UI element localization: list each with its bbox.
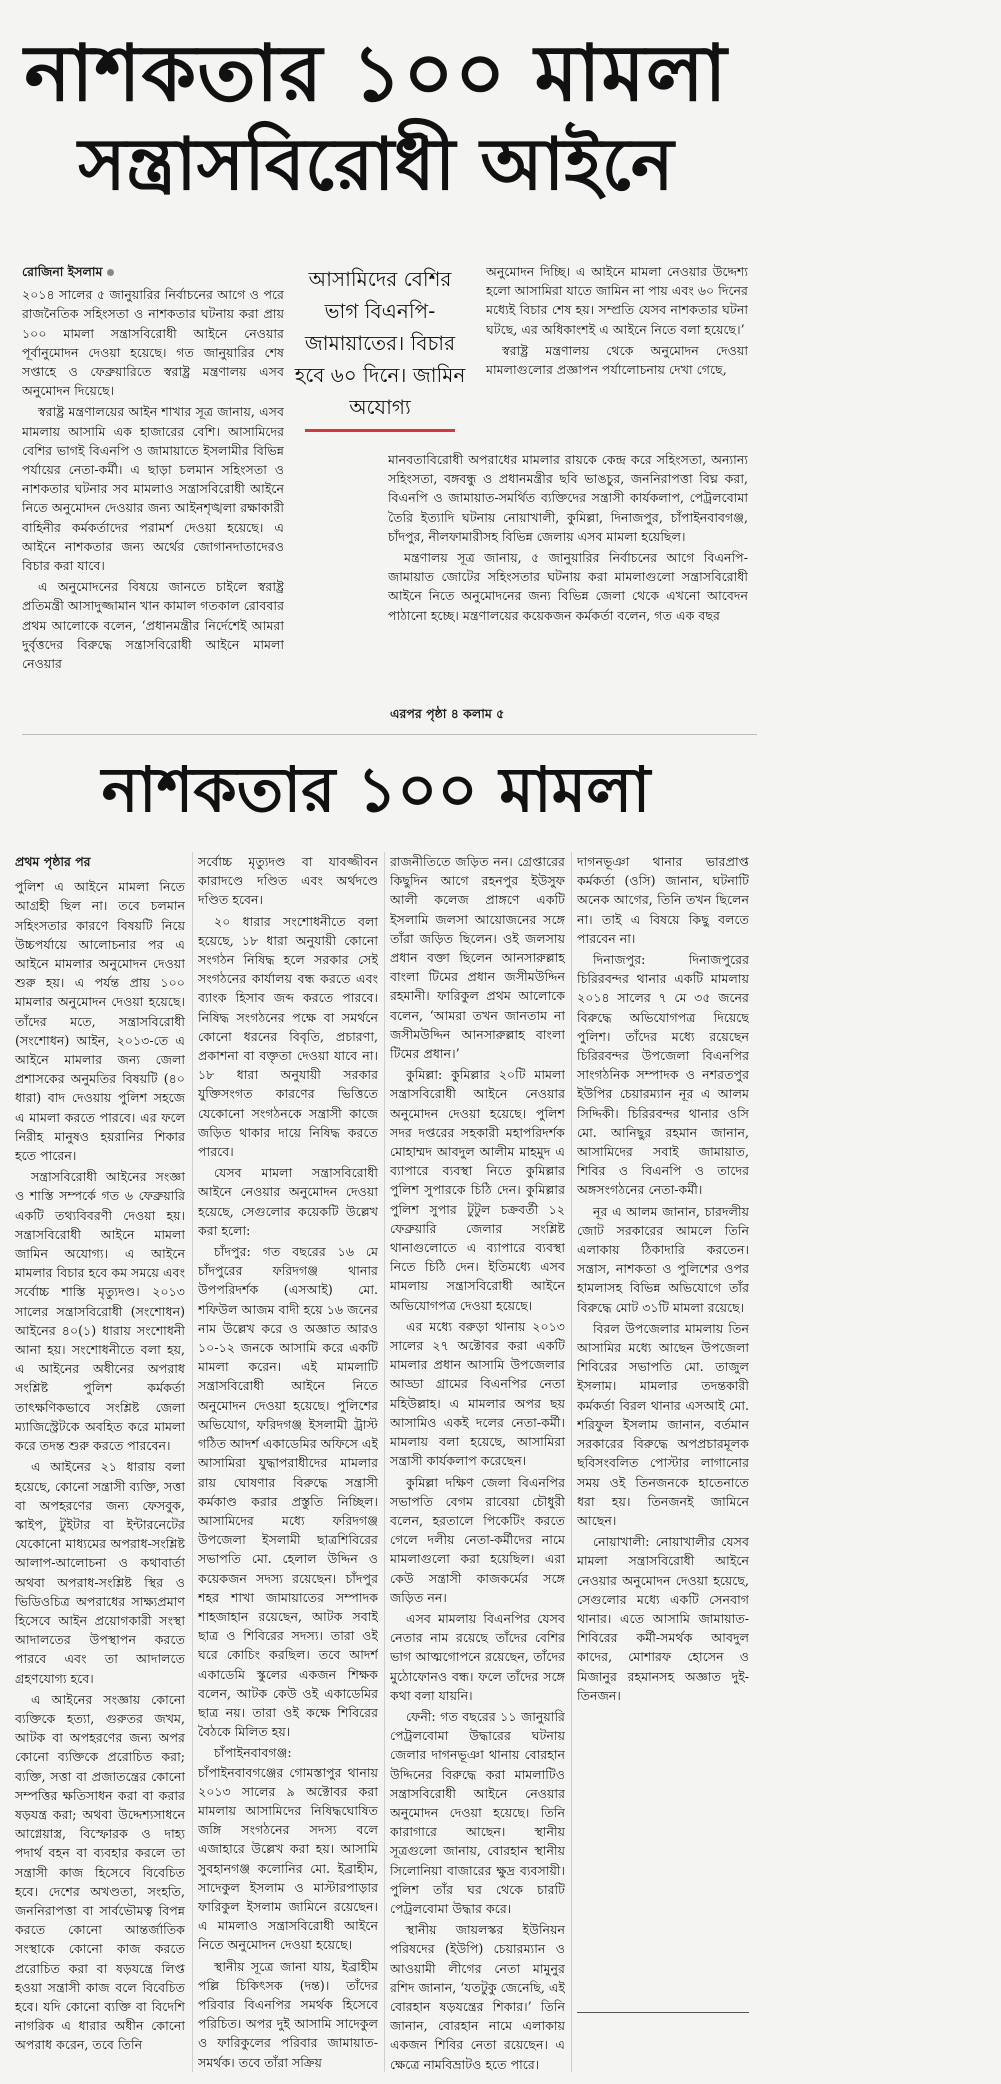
paragraph: স্থানীয় সূত্রে জানা যায়, ইব্রাহীম পল্লি চিকিৎসক (দন্ত)। তাঁদের পরিবার বিএনপির সমর্থক হিসেবে পরিচিত। অপর দুই আসামি সাদেকুল ও ফারিকুলের পরিবার জামায়াত-সমর্থক। তবে তাঁরা সক্রিয় <box>198 1958 378 2070</box>
paragraph: চাঁদপুর: গত বছরের ১৬ মে চাঁদপুরের ফরিদগঞ্জ থানার উপপরিদর্শক (এসআই) মো. শফিউল আজম বাদী হয়ে ১৬ জনের নাম উল্লেখ করে ও অজ্ঞাত আরও ১০-১২ জনকে আসামি করে একটি মামলা করেন। এই মামলাটি সন্ত্রাসবিরোধী আইনে নিতে অনুমোদন দেওয়া হয়েছে। পুলিশের অভিযোগ, ফরিদগঞ্জ ইসলামী ট্রাস্ট গঠিত আদর্শ একাডেমির অফিসে এই আসামিরা যুদ্ধাপরাধীদের মামলার রায় ঘোষণার বিরুদ্ধে সন্ত্রাসী কর্মকাণ্ড করার প্রস্তুতি নিচ্ছিল। আসামিদের মধ্যে ফরিদগঞ্জ উপজেলা ইসলামী ছাত্রশিবিরের সভাপতি মো. হেলাল উদ্দিন ও কয়েকজন সদস্য রয়েছেন। চাঁদপুর শহর শাখা জামায়াতের সম্পাদক শাহজাহান রয়েছেন, আটক সবাই ছাত্র ও শিবিরের সদস্য। তারা ওই ঘরে কোচিং করছিল। তবে আদর্শ একাডেমি স্কুলের একজন শিক্ষক বলেন, আটক কেউ ওই একাডেমির ছাত্র নয়। তারা ওই কক্ষে শিবিরের বৈঠকে মিলিত হয়। <box>198 1244 378 1740</box>
paragraph: নোয়াখালী: নোয়াখালীর যেসব মামলা সন্ত্রাসবিরোধী আইনে নেওয়ার অনুমোদন দেওয়া হয়েছে, সেগুলোর মধ্যে একটি সেনবাগ থানার। এতে আসামি জামায়াত-শিবিরের কর্মী-সমর্থক আবদুল কাদের, মোশারফ হোসেন ও মিজানুর রহমানসহ অজ্ঞাত দুই-তিনজন। <box>577 1534 749 1703</box>
paragraph: এর মধ্যে বরুড়া থানায় ২০১৩ সালের ২৭ অক্টোবর করা একটি মামলার প্রধান আসামি উপজেলার আড্ডা গ্রামের বিএনপির নেতা মহিউল্লাহ। এ মামলার অপর ছয় আসামিও একই দলের নেতা-কর্মী। মামলায় বলা হয়েছে, আসামিরা সন্ত্রাসী কার্যকলাপ করেছেন। <box>390 1318 565 1469</box>
paragraph: যেসব মামলা সন্ত্রাসবিরোধী আইনে নেওয়ার অনুমোদন দেওয়া হয়েছে, সেগুলোর কয়েকটি উল্লেখ করা হলো: <box>198 1165 378 1238</box>
continuation-headline: নাশকতার ১০০ মামলা <box>101 753 651 826</box>
paragraph: সন্ত্রাসবিরোধী আইনের সংজ্ঞা ও শাস্তি সম্পর্কে গত ৬ ফেব্রুয়ারি একটি তথ্যবিবরণী দেওয়া হয়। সন্ত্রাসবিরোধী আইনে মামলা জামিন অযোগ্য। এ আইনে মামলার বিচার হবে কম সময়ে এবং সর্বোচ্চ শাস্তি মৃত্যুদণ্ড। ২০১৩ সালের সন্ত্রাসবিরোধী (সংশোধন) আইনের ৪০(১) ধারায় সংশোধনী আনা হয়। সংশোধনীতে বলা হয়, এ আইনের অধীনের অপরাধ সংশ্লিষ্ট পুলিশ কর্মকর্তা তাৎক্ষণিকভাবে সংশ্লিষ্ট জেলা ম্যাজিস্ট্রেটকে অবহিত করে মামলা করে তদন্ত শুরু করতে পারবেন। <box>15 1169 185 1454</box>
paragraph: এ অনুমোদনের বিষয়ে জানতে চাইলে স্বরাষ্ট্র প্রতিমন্ত্রী আসাদুজ্জামান খান কামাল গতকাল রোববার প্রথম আলোকে বলেন, ‘প্রধানমন্ত্রীর নির্দেশেই আমরা দুর্বৃত্তদের বিরুদ্ধে সন্ত্রাসবিরোধী আইনে মামলা নেওয়ার <box>22 579 284 672</box>
headline-line2: সন্ত্রাসবিরোধী আইনে <box>78 122 674 206</box>
top-left-column <box>22 262 284 722</box>
continuation-column-1 <box>15 852 185 2078</box>
continuation-column-2 <box>198 852 378 2078</box>
paragraph: নূর এ আলম জানান, চারদলীয় জোট সরকারের আমলে তিনি এলাকায় ঠিকাদারি করতেন। সন্ত্রাস, নাশকতা ও পুলিশের ওপর হামলাসহ বিভিন্ন অভিযোগে তাঁর বিরুদ্ধে মোট ৩১টি মামলা রয়েছে। <box>577 1203 749 1315</box>
continuation-column-3 <box>390 852 565 2078</box>
byline-dot-icon <box>107 269 114 276</box>
paragraph: সর্বোচ্চ মৃত্যুদণ্ড বা যাবজ্জীবন কারাদণ্ডে দণ্ডিত এবং অর্থদণ্ডে দণ্ডিত হবেন। <box>198 854 378 908</box>
paragraph: রাজনীতিতে জড়িত নন। গ্রেপ্তারের কিছুদিন আগে রহনপুর ইউসুফ আলী কলেজ প্রাঙ্গণে একটি ইসলামি জলসা আয়োজনের সঙ্গে তাঁরা জড়িত ছিলেন। ওই জলসায় প্রধান বক্তা ছিলেন আনসারুল্লাহ বাংলা টিমের প্রধান জসীমউদ্দিন রহমানী। ফারিকুল প্রথম আলোকে বলেন, ‘আমরা তখন জানতাম না জসীমউদ্দিন আনসারুল্লাহ বাংলা টিমের প্রধান।’ <box>390 854 565 1062</box>
paragraph: কুমিল্লা দক্ষিণ জেলা বিএনপির সভাপতি বেগম রাবেয়া চৌধুরী বলেন, হরতালে পিকেটিং করতে গেলে দলীয় নেতা-কর্মীদের নামে মামলাগুলো করা হয়েছিল। এরা কেউ সন্ত্রাসী কাজকর্মের সঙ্গে জড়িত নন। <box>390 1474 565 1605</box>
column-divider <box>571 852 572 2072</box>
story-end-rule <box>577 2012 749 2013</box>
continued-from-label: প্রথম পৃষ্ঠার পর <box>15 854 91 869</box>
byline: রোজিনা ইসলাম <box>22 262 284 281</box>
pull-quote: আসামিদের বেশির ভাগ বিএনপি-জামায়াতের। বিচার হবে ৬০ দিনে। জামিন অযোগ্য <box>290 263 470 432</box>
paragraph: এসব মামলায় বিএনপির যেসব নেতার নাম রয়েছে তাঁদের বেশির ভাগ আত্মগোপনে রয়েছেন, তাঁদের মুঠোফোনও বন্ধ। ফলে তাঁদের সঙ্গে কথা বলা যায়নি। <box>390 1610 565 1703</box>
paragraph: চাঁপাইনবাবগঞ্জ: চাঁপাইনবাবগঞ্জের গোমস্তাপুর থানায় ২০১৩ সালের ৯ অক্টোবর করা মামলায় আসামিদের নিষিদ্ধঘোষিত জঙ্গি সংগঠনের সদস্য বলে এজাহারে উল্লেখ করা হয়। আসামি সুবহানগঞ্জ কলোনির মো. ইব্রাহীম, সাদেকুল ইসলাম ও মাস্টারপাড়ার ফারিকুল ইসলাম জামিনে রয়েছেন। এ মামলাও সন্ত্রাসবিরোধী আইনে নিতে অনুমোদন দেওয়া হয়েছে। <box>198 1745 378 1953</box>
column-divider <box>384 852 385 2072</box>
continued-on-reference: এরপর পৃষ্ঠা ৪ কলাম ৫ <box>390 706 505 721</box>
paragraph: বিরল উপজেলার মামলায় তিন আসামির মধ্যে আছেন উপজেলা শিবিরের সভাপতি মো. তাজুল ইসলাম। মামলার তদন্তকারী কর্মকর্তা বিরল থানার এসআই মো. শরিফুল ইসলাম জানান, বর্তমান সরকারের বিরুদ্ধে অপপ্রচারমূলক ছবিসংবলিত পোস্টার লাগানোর সময় ওই তিনজনকে হাতেনাতে ধরা হয়। তিনজনই জামিনে আছেন। <box>577 1320 749 1528</box>
paragraph: স্থানীয় জায়লস্কর ইউনিয়ন পরিষদের (ইউপি) চেয়ারম্যান ও আওয়ামী লীগের নেতা মামুনুর রশিদ জানান, ‘যতটুকু জেনেছি, এই বোরহান ষড়যন্ত্রের শিকার।’ তিনি জানান, বোরহান নামে এলাকায় একজন শিবির নেতা রয়েছেন। এ ক্ষেত্রে নামবিভ্রাটও হতে পারে। <box>390 1922 565 2072</box>
paragraph: স্বরাষ্ট্র মন্ত্রণালয় থেকে অনুমোদন দেওয়া মামলাগুলোর প্রজ্ঞাপন পর্যালোচনায় দেখা গেছে, <box>486 342 748 378</box>
paragraph: স্বরাষ্ট্র মন্ত্রণালয়ের আইন শাখার সূত্র জানায়, এসব মামলায় আসামি এক হাজারের বেশি। আসামিদের বেশির ভাগই বিএনপি ও জামায়াতে ইসলামীর বিভিন্ন পর্যায়ের নেতা-কর্মী। এ ছাড়া চলমান সহিংসতা ও নাশকতার ঘটনার সব মামলাও সন্ত্রাসবিরোধী আইনে নিতে অনুমোদন দেওয়ার জন্য আইনশৃঙ্খলা রক্ষাকারী বাহিনীর কর্মকর্তাদের পরামর্শ দেওয়া হয়েছে। এ আইনে নাশকতার জন্য অর্থের জোগানদাতাদেরও বিচার করা যাবে। <box>22 404 284 574</box>
paragraph: দাগনভূঞা থানার ভারপ্রাপ্ত কর্মকর্তা (ওসি) জানান, ঘটনাটি অনেক আগের, তিনি তখন ছিলেন না। তাই এ বিষয়ে কিছু বলতে পারবেন না। <box>577 854 749 946</box>
headline-line1: নাশকতার ১০০ মামলা <box>24 29 728 119</box>
paragraph: মানবতাবিরোধী অপরাধের মামলার রায়কে কেন্দ্র করে সহিংসতা, অন্যান্য সহিংসতা, বঙ্গবন্ধু ও প্রধানমন্ত্রীর ছবি ভাঙচুর, জননিরাপত্তা বিঘ্ন করা, বিএনপি ও জামায়াত-সমর্থিত ব্যক্তিদের সন্ত্রাসী কার্যকলাপ, পেট্রলবোমা তৈরি ইত্যাদি ঘটনায় নোয়াখালী, কুমিল্লা, দিনাজপুর, চাঁপাইনবাবগঞ্জ, চাঁদপুর, নীলফামারীসহ বিভিন্ন জেলায় এসব মামলা হয়েছিল। <box>388 452 748 544</box>
top-right-column-upper <box>486 262 748 448</box>
continuation-column-4 <box>577 852 749 2012</box>
paragraph: কুমিল্লা: কুমিল্লার ২০টি মামলা সন্ত্রাসবিরোধী আইনে নেওয়ার অনুমোদন দেওয়া হয়েছে। পুলিশ সদর দপ্তরের সহকারী মহাপরিদর্শক মোহাম্মদ আবদুল আলীম মাহমুদ এ ব্যাপারে ব্যবস্থা নিতে কুমিল্লার পুলিশ সুপারকে চিঠি দেন। কুমিল্লার পুলিশ সুপার টুটুল চক্রবর্তী ১২ ফেব্রুয়ারি জেলার সংশ্লিষ্ট থানাগুলোতে এ ব্যাপারে ব্যবস্থা নিতে চিঠি দেন। ইতিমধ্যে এসব মামলায় সন্ত্রাসবিরোধী আইনে অভিযোগপত্র দেওয়া হয়েছে। <box>390 1067 565 1313</box>
paragraph: এ আইনের ২১ ধারায় বলা হয়েছে, কোনো সন্ত্রাসী ব্যক্তি, সত্তা বা অপহরণের জন্য ফেসবুক, স্কাইপ, টুইটার বা ইন্টারনেটের যেকোনো মাধ্যমের অপরাধ-সংশ্লিষ্ট আলাপ-আলোচনা ও কথাবার্তা অথবা অপরাধ-সংশ্লিষ্ট স্থির ও ভিডিওচিত্র অপরাধের সাক্ষ্যপ্রমাণ হিসেবে আইন প্রয়োগকারী সংস্থা আদালতের উপস্থাপন করতে পারবে এবং তা আদালতে গ্রহণযোগ্য হবে। <box>15 1459 185 1686</box>
pull-quote-rule <box>305 429 455 432</box>
paragraph: এ আইনের সংজ্ঞায় কোনো ব্যক্তিকে হত্যা, গুরুতর জখম, আটক বা অপহরণের জন্য অপর কোনো ব্যক্তিকে প্ররোচিত করা; ব্যক্তি, সত্তা বা প্রজাতন্ত্রের কোনো সম্পত্তির ক্ষতিসাধন করা বা করার ষড়যন্ত্র করা; অথবা উদ্দেশ্যসাধনে আগ্নেয়াস্ত্র, বিস্ফোরক ও দাহ্য পদার্থ বহন বা ব্যবহার করলে তা সন্ত্রাসী কাজ হিসেবে বিবেচিত হবে। দেশের অখণ্ডতা, সংহতি, জননিরাপত্তা বা সার্বভৌমত্ব বিপন্ন করতে কোনো আন্তর্জাতিক সংস্থাকে কোনো কাজ করতে প্ররোচিত করা বা ষড়যন্ত্রে লিপ্ত হওয়া সন্ত্রাসী কাজ বলে বিবেচিত হবে। যদি কোনো ব্যক্তি বা বিদেশি নাগরিক এ ধারার অধীন কোনো অপরাধ করেন, তবে তিনি <box>15 1691 185 2053</box>
paragraph: ২০ ধারার সংশোধনীতে বলা হয়েছে, ১৮ ধারা অনুযায়ী কোনো সংগঠন নিষিদ্ধ হলে সরকার সেই সংগঠনের কার্যালয় বন্ধ করতে এবং ব্যাংক হিসাব জব্দ করতে পারবে। নিষিদ্ধ সংগঠনের পক্ষে বা সমর্থনে কোনো ধরনের বিবৃতি, প্রচারণা, প্রকাশনা বা বক্তৃতা দেওয়া যাবে না। ১৮ ধারা অনুযায়ী সরকার যুক্তিসংগত কারণের ভিত্তিতে যেকোনো সংগঠনকে সন্ত্রাসী কাজে জড়িত থাকার দায়ে নিষিদ্ধ করতে পারবে। <box>198 913 378 1160</box>
section-divider <box>22 734 757 735</box>
paragraph: ফেনী: গত বছরের ১১ জানুয়ারি পেট্রলবোমা উদ্ধারের ঘটনায় জেলার দাগনভূঞা থানায় বোরহান উদ্দিনের বিরুদ্ধে করা মামলাটিও সন্ত্রাসবিরোধী আইনে নেওয়ার অনুমোদন দেওয়া হয়েছে। তিনি কারাগারে আছেন। স্থানীয় সূত্রগুলো জানায়, বোরহান স্থানীয় সিলোনিয়া বাজারের ক্ষুদ্র ব্যবসায়ী। পুলিশ তাঁর ঘর থেকে চারটি পেট্রলবোমা উদ্ধার করে। <box>390 1708 565 1916</box>
paragraph: পুলিশ এ আইনে মামলা নিতে আগ্রহী ছিল না। তবে চলমান সহিংসতার কারণে বিষয়টি নিয়ে উচ্চপর্যায়ে আলোচনার পর এ আইনে মামলার অনুমোদন দেওয়া শুরু হয়। এ পর্যন্ত প্রায় ১০০ মামলার অনুমোদন দেওয়া হয়েছে। তাঁদের মতে, সন্ত্রাসবিরোধী (সংশোধন) আইন, ২০১৩-তে এ আইনে মামলার জন্য জেলা প্রশাসকের অনুমতির বিষয়টি (৪০ ধারা) বাদ দেওয়ায় পুলিশ সহজে এ মামলা করতে পারবে। এর ফলে নিরীহ মানুষও হয়রানির শিকার হতে পারেন। <box>15 879 185 1164</box>
paragraph: দিনাজপুর: দিনাজপুরের চিরিরবন্দর থানার একটি মামলায় ২০১৪ সালের ৭ মে ৩৫ জনের বিরুদ্ধে অভিযোগপত্র দিয়েছে পুলিশ। তাঁদের মধ্যে রয়েছেন চিরিরবন্দর উপজেলা বিএনপির সাংগঠনিক সম্পাদক ও নশরতপুর ইউপির চেয়ারম্যান নূর এ আলম সিদ্দিকী। চিরিরবন্দর থানার ওসি মো. আনিছুর রহমান জানান, আসামিদের সবাই জামায়াত, শিবির ও বিএনপি ও তাদের অঙ্গসংগঠনের নেতা-কর্মী। <box>577 952 749 1198</box>
paragraph: ২০১৪ সালের ৫ জানুয়ারির নির্বাচনের আগে ও পরে রাজনৈতিক সহিংসতা ও নাশকতার ঘটনায় করা প্রায় ১০০ মামলা সন্ত্রাসবিরোধী আইনে নেওয়ার পূর্বানুমোদন দেওয়া হয়েছে। গত জানুয়ারির শেষ সপ্তাহে ও ফেব্রুয়ারিতে স্বরাষ্ট্র মন্ত্রণালয় এসব অনুমোদন দিয়েছে। <box>22 287 284 399</box>
top-right-column-lower <box>388 450 748 706</box>
column-divider <box>192 852 193 2072</box>
paragraph: মন্ত্রণালয় সূত্র জানায়, ৫ জানুয়ারির নির্বাচনের আগে বিএনপি-জামায়াত জোটের সহিংসতার ঘটনায় করা মামলাগুলো সন্ত্রাসবিরোধী আইনে নিতে অনুমোদনের জন্য বিভিন্ন জেলা থেকে এখনো আবেদন পাঠানো হচ্ছে। মন্ত্রণালয়ের কয়েকজন কর্মকর্তা বলেন, গত এক বছর <box>388 550 748 623</box>
paragraph: অনুমোদন দিচ্ছি। এ আইনে মামলা নেওয়ার উদ্দেশ্য হলো আসামিরা যাতে জামিন না পায় এবং ৬০ দিনের মধ্যেই বিচার শেষ হয়। সম্প্রতি যেসব নাশকতার ঘটনা ঘটছে, এর অধিকাংশই এ আইনে নিতে বলা হয়েছে।’ <box>486 264 748 337</box>
